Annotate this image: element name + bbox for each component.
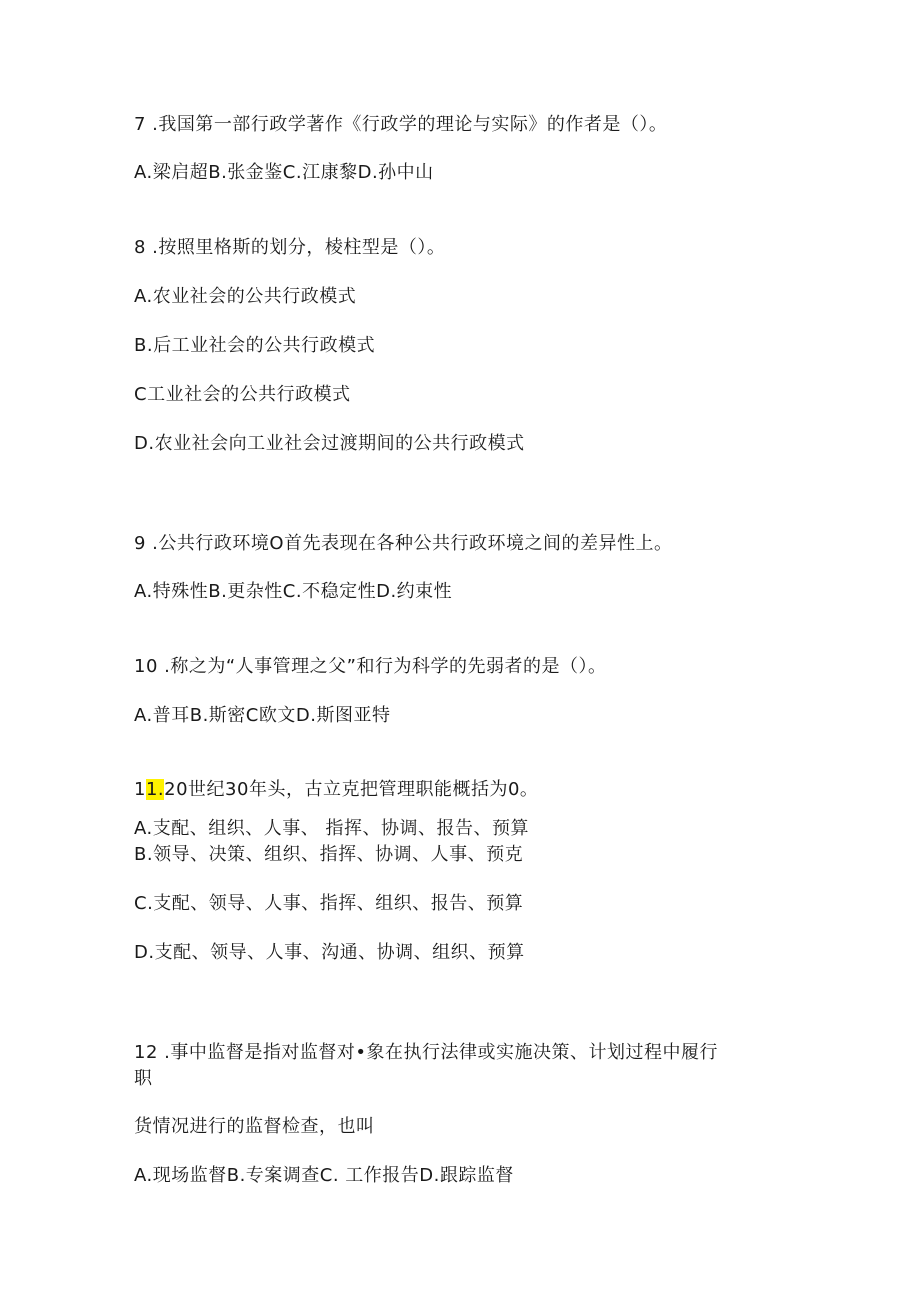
question-12-stem-line2: 职 [134,1068,153,1089]
question-9-options: A.特殊性B.更杂性C.不稳定性D.约束性 [134,581,453,602]
question-8-option-b: B.后工业社会的公共行政模式 [134,335,376,356]
question-8-option-a: A.农业社会的公共行政模式 [134,286,357,307]
question-11-option-c: C.支配、领导、人事、指挥、组织、报告、预算 [134,893,524,914]
question-7-options: A.梁启超B.张金鉴C.江康黎D.孙中山 [134,162,434,183]
question-11-option-b: B.领导、决策、组织、指挥、协调、人事、预克 [134,844,524,865]
question-10-options: A.普耳B.斯密C欧文D.斯图亚特 [134,705,391,726]
question-8-stem: 8 .按照里格斯的划分，棱柱型是（）。 [134,237,446,258]
question-12-options: A.现场监督B.专案调查C. 工作报告D.跟踪监督 [134,1165,514,1186]
question-8-option-c: C工业社会的公共行政模式 [134,384,351,405]
question-11-stem-text: 20世纪30年头，古立克把管理职能概括为0。 [164,779,539,800]
question-11-option-a: A.支配、组织、人事、 指挥、协调、报告、预算 [134,818,529,839]
question-11-number-prefix: 1 [134,779,146,800]
question-8-option-d: D.农业社会向工业社会过渡期间的公共行政模式 [134,433,525,454]
question-10-stem: 10 .称之为“人事管理之父”和行为科学的先弱者的是（）。 [134,656,607,677]
question-12-stem: 12 .事中监督是指对监督对•象在执行法律或实施决策、计划过程中履行 [134,1042,718,1063]
question-9-stem: 9 .公共行政环境O首先表现在各种公共行政环境之间的差异性上。 [134,533,673,554]
question-12-stem-line3: 货情况进行的监督检查，也叫 [134,1116,375,1137]
question-11-stem [134,778,538,802]
question-7-stem: 7 .我国第一部行政学著作《行政学的理论与实际》的作者是（）。 [134,114,668,135]
question-11-highlight: 1. [145,779,165,800]
question-11-option-d: D.支配、领导、人事、沟通、协调、组织、预算 [134,942,525,963]
